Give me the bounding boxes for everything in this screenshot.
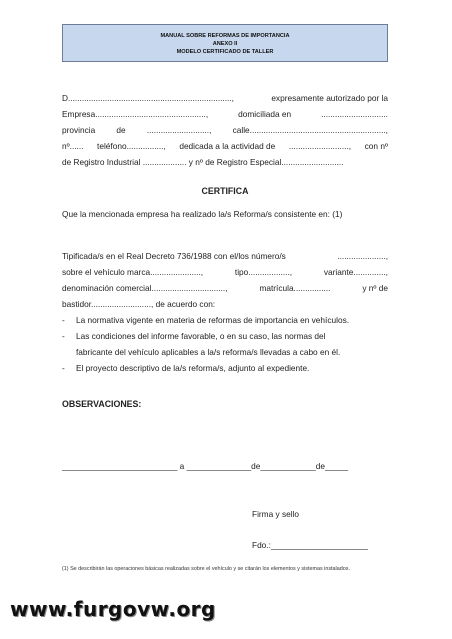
vehicle-brand-field: sobre el vehículo marca......................, <box>62 267 204 277</box>
tipificada-line-1 <box>62 248 388 264</box>
list-item <box>62 360 388 376</box>
chassis-line: bastidor.........................., de acuerdo con: <box>62 299 216 309</box>
list-item-line: fabricante del vehículo aplicables a la/s reforma/s llevadas a cabo en él. <box>76 347 341 357</box>
signature-label: Firma y sello <box>252 509 300 519</box>
signed-by-line: Fdo.:_____________________ <box>252 540 368 550</box>
phone-field: teléfono................, <box>97 141 166 151</box>
plate-field: matrícula................ <box>259 283 331 293</box>
list-item-line <box>76 328 388 344</box>
street-field: calle..........................................................., <box>232 125 388 135</box>
header-annex: ANEXO II <box>212 41 238 47</box>
intro-text: con nº <box>364 141 388 151</box>
intro-text: expresamente autorizado por la <box>271 93 388 103</box>
intro-paragraph <box>62 90 388 170</box>
intro-line-4 <box>62 138 388 154</box>
number-field: nº...... <box>62 141 84 151</box>
list-dash: - <box>62 315 65 325</box>
reform-number-field: ....................., <box>337 251 388 261</box>
activity-field: .........................., <box>288 141 352 151</box>
list-item-text: El proyecto descriptivo de la/s reforma/s, adjunto al expediente. <box>76 363 310 373</box>
company-field: Empresa................................................, <box>62 109 209 119</box>
list-item-text: Las condiciones del informe favorable, o en su caso, las normas del <box>76 331 326 341</box>
vehicle-variant-field: variante.............., <box>323 267 388 277</box>
intro-line-1 <box>62 90 388 106</box>
intro-text: dedicada a la actividad de <box>179 141 276 151</box>
watermark-logo: www.furgovw.org <box>10 597 216 621</box>
name-field: D......................................................................., <box>62 93 234 103</box>
intro-line-3 <box>62 122 388 138</box>
certifica-heading: CERTIFICA <box>201 186 249 196</box>
document-header-box <box>62 24 388 62</box>
header-manual-title: MANUAL SOBRE REFORMAS DE IMPORTANCIA <box>160 33 290 39</box>
intro-text: de <box>116 125 126 135</box>
tipificada-paragraph <box>62 248 388 376</box>
date-place-line: _________________________ a ______________de____________de_____ <box>62 461 349 471</box>
reform-statement <box>62 206 388 222</box>
intro-text: provincia <box>62 125 96 135</box>
vehicle-type-field: tipo.................., <box>234 267 293 277</box>
registry-line: de Registro Industrial ................... y nº de Registro Especial........................... <box>62 157 344 167</box>
list-dash: - <box>62 331 65 341</box>
commercial-name-field: denominación comercial................................, <box>62 283 228 293</box>
list-item <box>62 312 388 328</box>
observaciones-heading: OBSERVACIONES: <box>62 399 142 409</box>
address-field: ............................. <box>321 109 388 119</box>
tipificada-line-3 <box>62 280 388 296</box>
province-field: ..........................., <box>146 125 212 135</box>
tipificada-text: Tipificada/s en el Real Decreto 736/1988 con el/los número/s <box>62 251 286 261</box>
list-dash: - <box>62 363 65 373</box>
list-item <box>62 328 388 360</box>
list-item-text: La normativa vigente en materia de reformas de importancia en vehículos. <box>76 315 350 325</box>
reform-statement-line: Que la mencionada empresa ha realizado la/s Reforma/s consistente en: (1) <box>62 209 343 219</box>
tipificada-text: y nº de <box>362 283 388 293</box>
intro-line-2 <box>62 106 388 122</box>
footnote: (1) Se describirán las operaciones básicas realizadas sobre el vehículo y se citarán los elementos y sistemas instalados. <box>62 566 350 572</box>
intro-text: domiciliada en <box>238 109 292 119</box>
header-model-title: MODELO CERTIFICADO DE TALLER <box>176 49 274 55</box>
tipificada-line-2 <box>62 264 388 280</box>
